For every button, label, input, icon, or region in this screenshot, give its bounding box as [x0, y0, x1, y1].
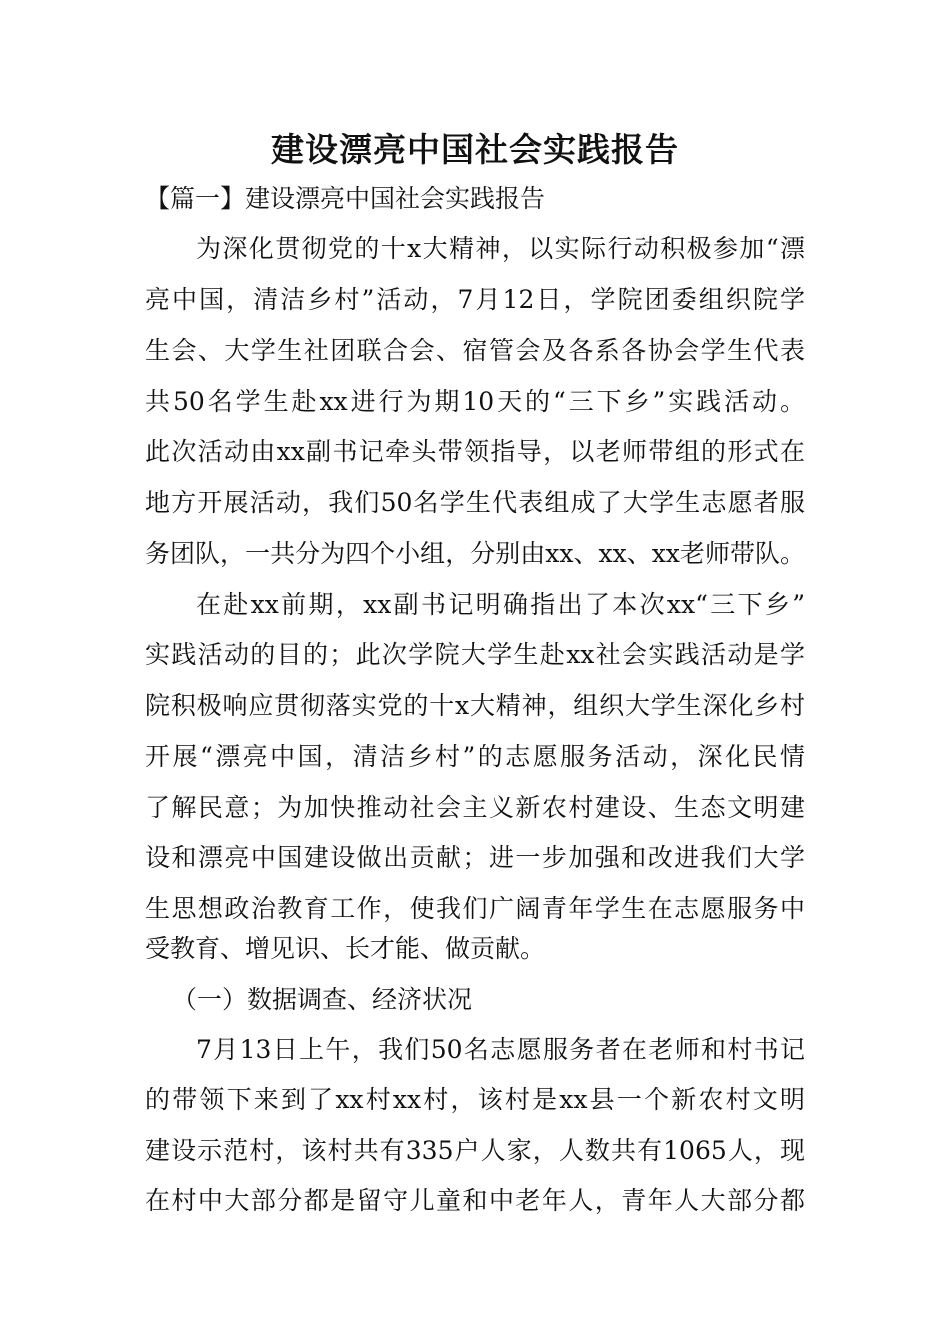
paragraph-line: 在赴xx前期，xx副书记明确指出了本次xx“三下乡” — [196, 590, 805, 619]
paragraph-line: 开展“漂亮中国，清洁乡村”的志愿服务活动，深化民情 — [145, 742, 805, 771]
paragraph-line: 地方开展活动，我们50名学生代表组成了大学生志愿者服 — [145, 488, 805, 517]
section-heading: 【篇一】建设漂亮中国社会实践报告 — [145, 184, 546, 213]
paragraph-line: 务团队，一共分为四个小组，分别由xx、xx、xx老师带队。 — [145, 539, 805, 568]
paragraph-line: 建设示范村，该村共有335户人家，人数共有1065人，现 — [145, 1136, 805, 1165]
document-title: 建设漂亮中国社会实践报告 — [271, 130, 679, 169]
paragraph-line: 此次活动由xx副书记牵头带领指导，以老师带组的形式在 — [145, 437, 805, 466]
paragraph-line: 7月13日上午，我们50名志愿服务者在老师和村书记 — [196, 1035, 805, 1064]
paragraph-line: 生会、大学生社团联合会、宿管会及各系各协会学生代表 — [145, 336, 805, 365]
paragraph-line: 设和漂亮中国建设做出贡献；进一步加强和改进我们大学 — [145, 843, 805, 872]
paragraph-line: 院积极响应贯彻落实党的十x大精神，组织大学生深化乡村 — [145, 691, 805, 720]
subsection-heading: （一）数据调查、经济状况 — [172, 985, 473, 1014]
paragraph-line: 亮中国，清洁乡村”活动，7月12日，学院团委组织院学 — [145, 285, 805, 314]
paragraph-line: 共50名学生赴xx进行为期10天的“三下乡”实践活动。 — [145, 387, 805, 416]
paragraph-line: 受教育、增见识、长才能、做贡献。 — [145, 934, 546, 963]
paragraph-line: 了解民意；为加快推动社会主义新农村建设、生态文明建 — [145, 793, 805, 822]
paragraph-line: 实践活动的目的；此次学院大学生赴xx社会实践活动是学 — [145, 640, 805, 669]
paragraph-line: 为深化贯彻党的十x大精神，以实际行动积极参加“漂 — [196, 234, 805, 263]
paragraph-line: 的带领下来到了xx村xx村，该村是xx县一个新农村文明 — [145, 1085, 805, 1114]
paragraph-line: 在村中大部分都是留守儿童和中老年人，青年人大部分都 — [145, 1186, 805, 1215]
paragraph-line: 生思想政治教育工作，使我们广阔青年学生在志愿服务中 — [145, 894, 805, 923]
